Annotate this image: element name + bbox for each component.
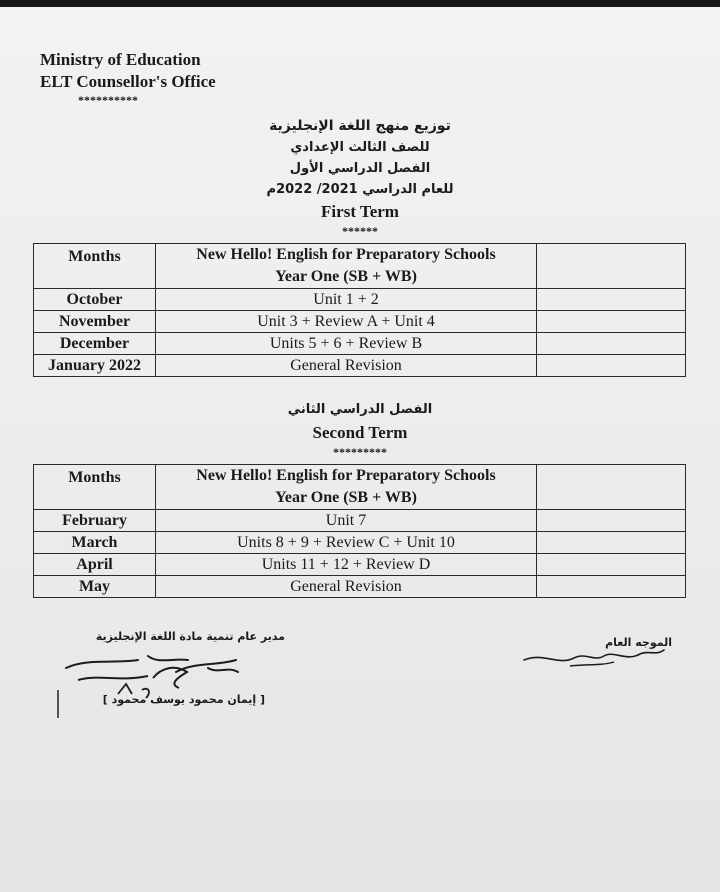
second-term-table: [33, 464, 686, 598]
empty-cell: [537, 576, 686, 598]
units-cell: General Revision: [156, 355, 537, 377]
table-header-row: [34, 465, 686, 510]
table-row: [34, 311, 686, 333]
table-row: [34, 333, 686, 355]
months-header: Months: [34, 244, 156, 289]
empty-header-cell: [537, 465, 686, 510]
book-header: [156, 244, 537, 289]
table-row: [34, 289, 686, 311]
units-cell: Unit 1 + 2: [156, 289, 537, 311]
units-cell: General Revision: [156, 576, 537, 598]
office-heading: ELT Counsellor's Office: [40, 72, 216, 91]
month-cell: February: [34, 510, 156, 532]
second-term-title: Second Term: [312, 423, 408, 442]
month-cell: December: [34, 333, 156, 355]
book-header-line1: New Hello! English for Preparatory Schools: [196, 246, 496, 263]
month-cell: May: [34, 576, 156, 598]
title-ar-line1: توزيع منهج اللغة الإنجليزية: [269, 118, 451, 134]
month-cell: January 2022: [34, 355, 156, 377]
table-row: [34, 510, 686, 532]
first-term-stars: ******: [342, 224, 378, 238]
units-cell: Units 11 + 12 + Review D: [156, 554, 537, 576]
title-ar-line3: الفصل الدراسي الأول: [289, 161, 431, 176]
month-cell: November: [34, 311, 156, 333]
empty-cell: [537, 333, 686, 355]
empty-cell: [537, 532, 686, 554]
header-stars: **********: [78, 93, 138, 107]
left-signature-name: [ إيمان محمود يوسف محمود ]: [102, 693, 265, 706]
margin-mark: [57, 690, 59, 718]
top-border: [0, 0, 720, 7]
book-header-line2: Year One (SB + WB): [275, 268, 417, 285]
right-signature-title: الموجه العام: [605, 636, 672, 649]
second-term-title-ar: الفصل الدراسي الثاني: [287, 402, 433, 417]
empty-cell: [537, 355, 686, 377]
table-row: [34, 532, 686, 554]
table-row: [34, 576, 686, 598]
units-cell: Unit 3 + Review A + Unit 4: [156, 311, 537, 333]
table-row: [34, 554, 686, 576]
units-cell: Units 8 + 9 + Review C + Unit 10: [156, 532, 537, 554]
empty-cell: [537, 311, 686, 333]
ministry-heading: Ministry of Education: [40, 50, 201, 69]
months-header: Months: [34, 465, 156, 510]
left-signature-title: مدير عام تنمية مادة اللغة الإنجليزية: [95, 630, 285, 643]
units-cell: Units 5 + 6 + Review B: [156, 333, 537, 355]
second-term-stars: *********: [333, 445, 387, 459]
empty-cell: [537, 510, 686, 532]
month-cell: October: [34, 289, 156, 311]
table-header-row: [34, 244, 686, 289]
right-signature-scribble: [520, 640, 680, 670]
month-cell: April: [34, 554, 156, 576]
units-cell: Unit 7: [156, 510, 537, 532]
book-header-line2: Year One (SB + WB): [275, 489, 417, 506]
empty-header-cell: [537, 244, 686, 289]
title-ar-line2: للصف الثالث الإعدادي: [290, 140, 430, 155]
table-row: [34, 355, 686, 377]
first-term-title: First Term: [321, 202, 399, 221]
month-cell: March: [34, 532, 156, 554]
title-ar-line4: للعام الدراسي 2021/ 2022م: [266, 182, 454, 197]
empty-cell: [537, 554, 686, 576]
first-term-table: [33, 243, 686, 377]
empty-cell: [537, 289, 686, 311]
book-header: [156, 465, 537, 510]
book-header-line1: New Hello! English for Preparatory Schools: [196, 467, 496, 484]
